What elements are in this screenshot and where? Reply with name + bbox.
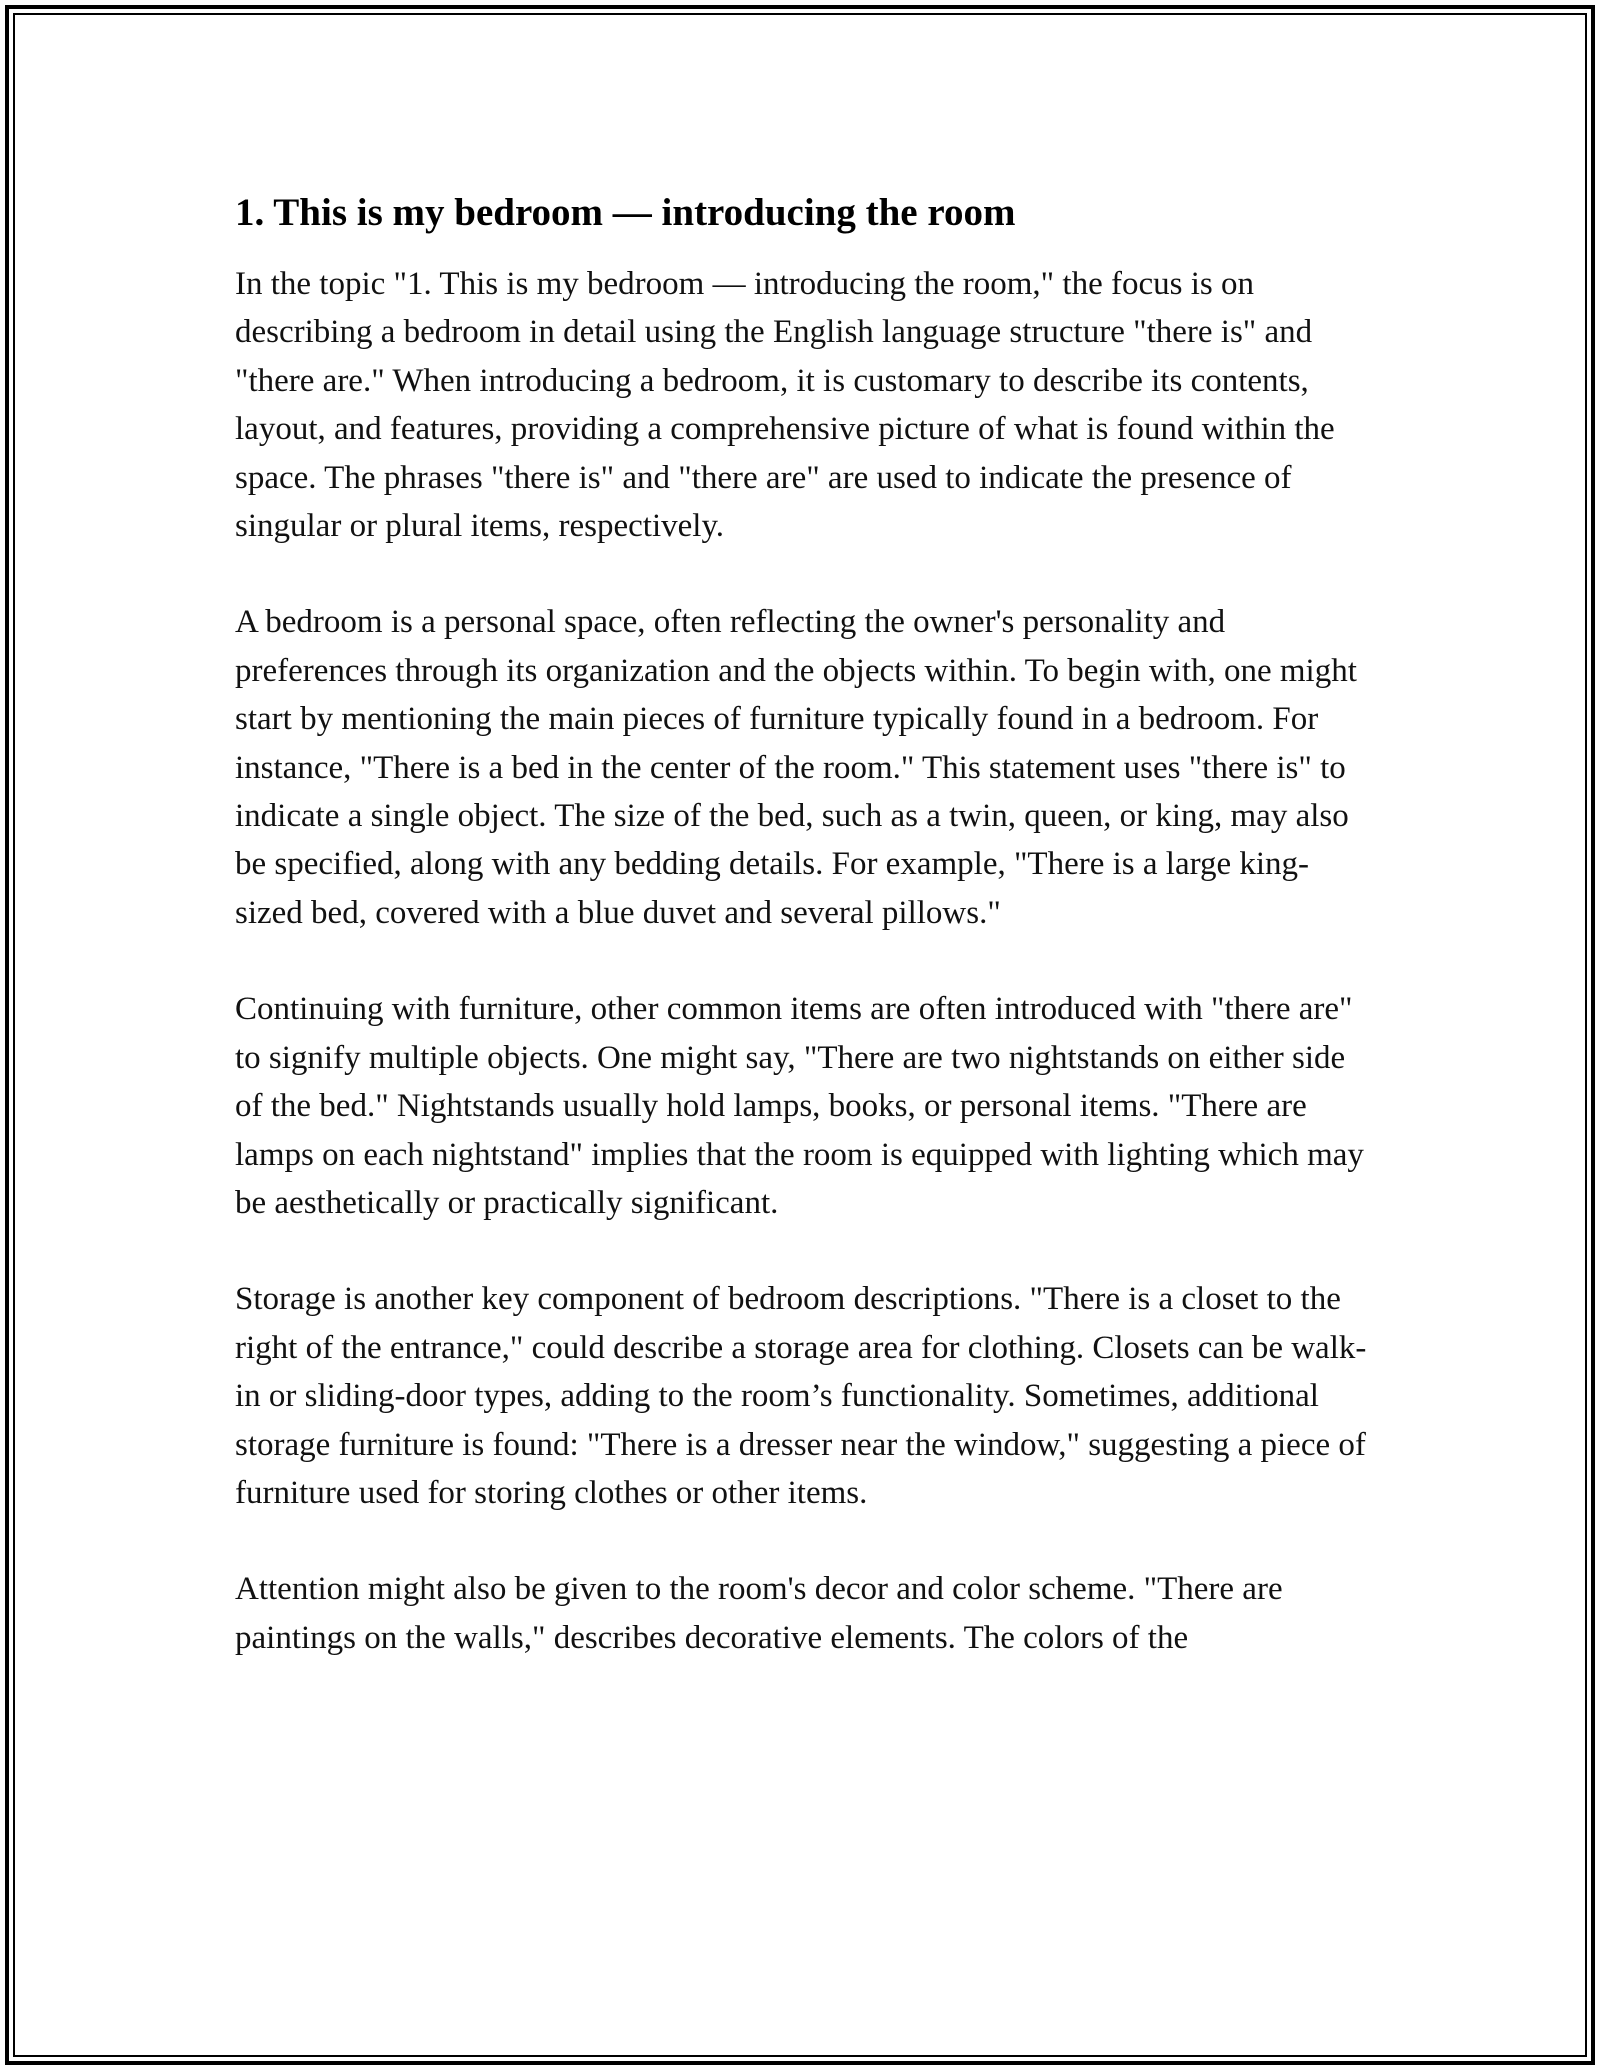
paragraph-intro: In the topic "1. This is my bedroom — introducing the room," the focus is on describing a bedroom in detail using the English language structure "there is" and "there are." When introducing a bedroom, it is customary to describe its contents, layout, and features, providing a comprehensive picture of what is found within the space. The phrases "there is" and "there are" are used to indicate the presence of singular or plural items, respectively. <box>235 266 1335 545</box>
paragraph-bed: A bedroom is a personal space, often reflecting the owner's personality and preferences through its organization and the objects within. To begin with, one might start by mentioning the main pieces of furniture typically found in a bedroom. For instance, "There is a bed in the center of the room." This statement uses "there is" to indicate a single object. The size of the bed, such as a twin, queen, or king, may also be specified, along with any bedding details. For example, "There is a large king-sized bed, covered with a blue duvet and several pillows." <box>235 604 1357 931</box>
paragraph-nightstands: Continuing with furniture, other common items are often introduced with "there are" to signify multiple objects. One might say, "There are two nightstands on either side of the bed." Nightstands usually hold lamps, books, or personal items. "There are lamps on each nightstand" implies that the room is equipped with lighting which may be aesthetically or practically significant. <box>235 991 1364 1221</box>
document-body <box>235 180 1375 1710</box>
section-heading: 1. This is my bedroom — introducing the room <box>235 191 1016 234</box>
paragraph-storage: Storage is another key component of bedroom descriptions. "There is a closet to the right of the entrance," could describe a storage area for clothing. Closets can be walk-in or sliding-door types, adding to the room’s functionality. Sometimes, additional storage furniture is found: "There is a dresser near the window," suggesting a piece of furniture used for storing clothes or other items. <box>235 1281 1367 1511</box>
paragraph-decor: Attention might also be given to the room's decor and color scheme. "There are paintings on the walls," describes decorative elements. The colors of the <box>235 1571 1283 1656</box>
